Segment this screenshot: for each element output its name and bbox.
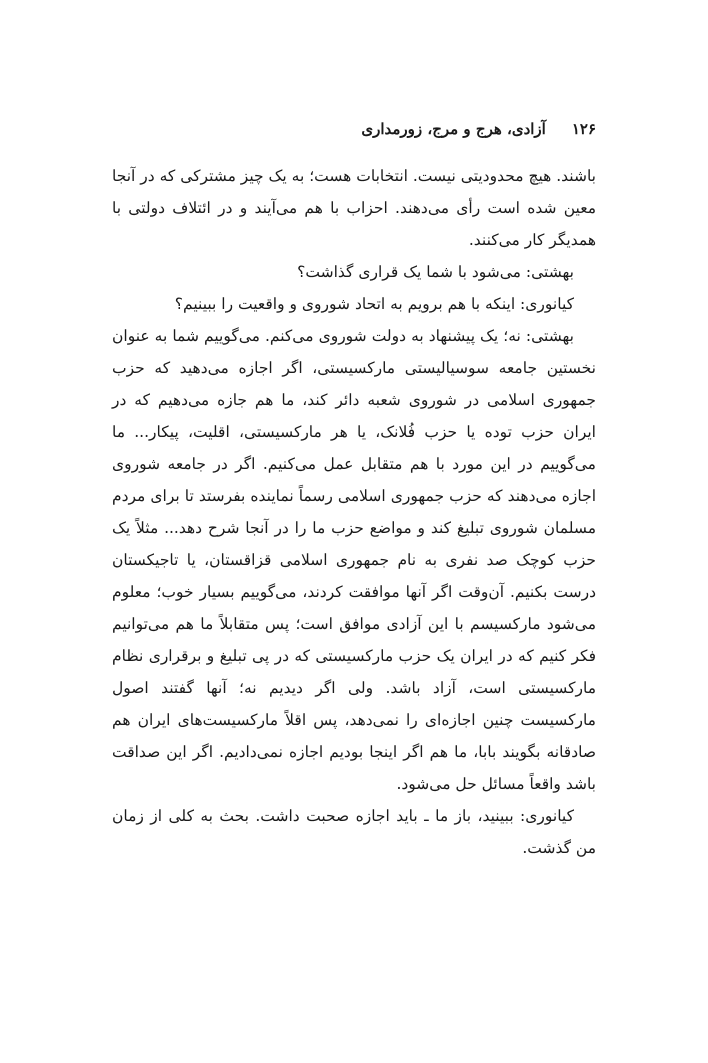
paragraph-kianouri-reply: کیانوری: اینکه با هم برویم به اتحاد شوروی و واقعیت را ببینیم؟: [174, 295, 574, 313]
paragraph-kianouri-closing: کیانوری: ببینید، باز ما ـ باید اجازه صحبت داشت. بحث به کلی از زمان من گذشت.: [112, 807, 596, 857]
page-number: ۱۲۶: [571, 120, 596, 138]
page-body: [112, 160, 596, 864]
paragraph-beheshti-proposal: بهشتی: نه؛ یک پیشنهاد به دولت شوروی می‌کنم. می‌گوییم شما به عنوان نخستین جامعه سوسیالیستی مارکسیستی، اگر اجازه می‌دهید که حزب جمهوری اسلامی در شوروی شعبه دائر کند، ما هم جازه می‌دهیم که در ایران حزب توده یا حزب فُلانک، یا هر مارکسیستی، اقلیت، پیکار... ما می‌گوییم در این مورد با هم متقابل عمل می‌کنیم. اگر در جامعه شوروی اجازه می‌دهند که حزب جمهوری اسلامی رسماً نماینده بفرستد تا برای مردم مسلمان شوروی تبلیغ کند و مواضع حزب ما را در آنجا شرح دهد... مثلاً یک حزب کوچک صد نفری به نام جمهوری اسلامی قزاقستان، یا تاجیکستان درست بکنیم. آن‌وقت اگر آنها موافقت کردند، می‌گوییم بسیار خوب؛ معلوم می‌شود مارکسیسم با این آزادی موافق است؛ پس متقابلاً ما هم می‌توانیم فکر کنیم که در ایران یک حزب مارکسیستی که در پی تبلیغ و برقراری نظام مارکسیستی است، آزاد باشد. ولی اگر دیدیم نه؛ آنها گفتند اصول مارکسیست چنین اجازه‌ای را نمی‌دهد، پس اقلاً مارکسیست‌های ایران هم صادقانه بگویند بابا، ما هم اگر اینجا بودیم اجازه نمی‌دادیم. اگر این صداقت باشد واقعاً مسائل حل می‌شود.: [112, 327, 596, 793]
running-title: آزادی، هرج و مرج، زورمداری: [361, 120, 546, 138]
page-header: [112, 120, 596, 146]
paragraph-beheshti-question: بهشتی: می‌شود با شما یک قراری گذاشت؟: [297, 263, 574, 281]
paragraph-continuation: باشند. هیچ محدودیتی نیست. انتخابات هست؛ به یک چیز مشترکی که در آنجا معین شده است رأی می‌دهند. احزاب با هم می‌آیند و در ائتلاف دولتی با همدیگر کار می‌کنند.: [112, 167, 596, 249]
